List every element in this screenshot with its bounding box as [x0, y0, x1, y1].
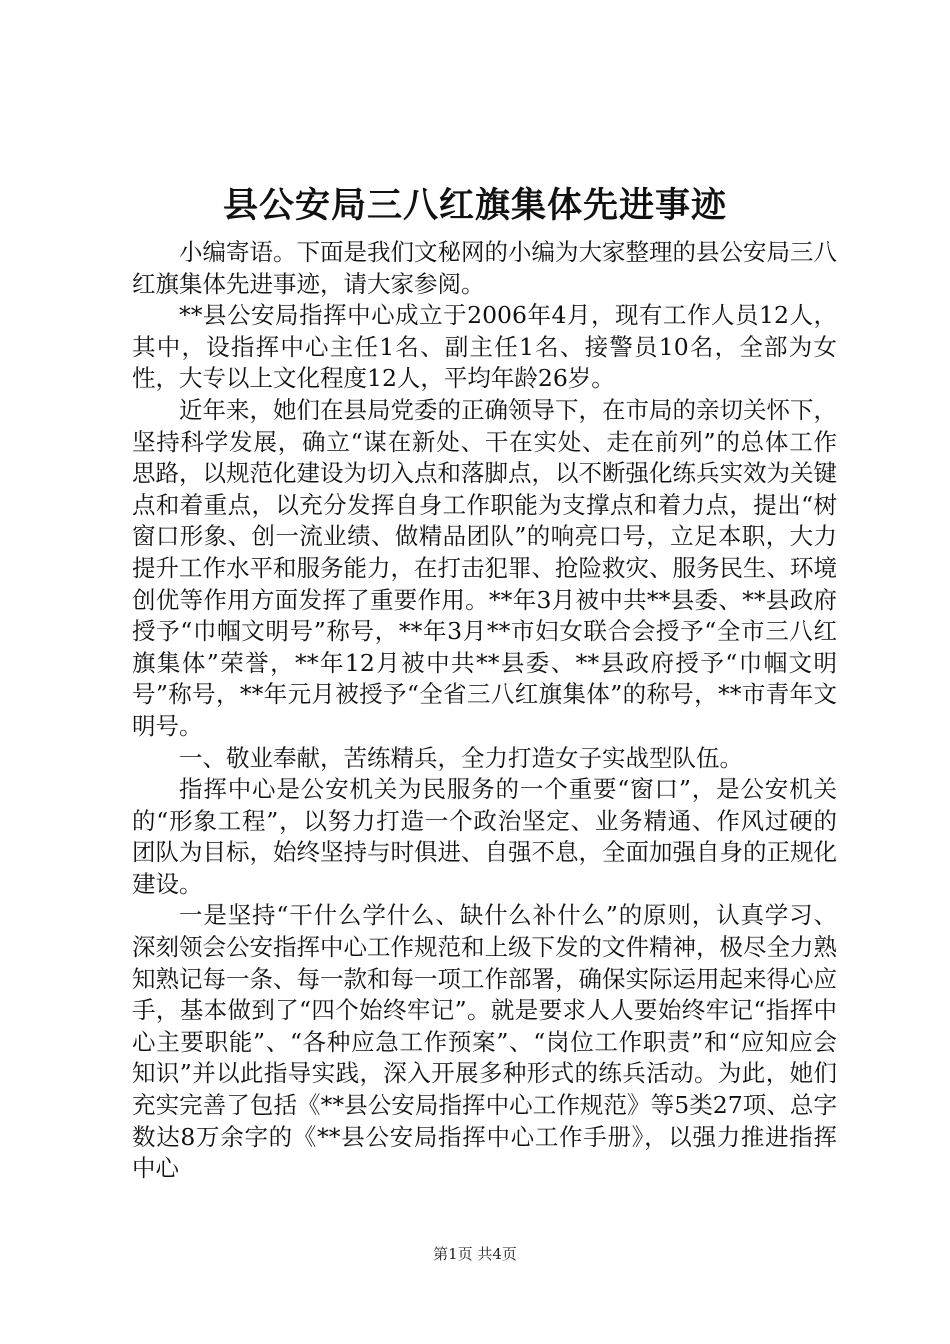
document-title: 县公安局三八红旗集体先进事迹 — [222, 186, 727, 226]
section-heading-1: 一、敬业奉献，苦练精兵，全力打造女子实战型队伍。 — [179, 743, 743, 772]
paragraph-intro: 小编寄语。下面是我们文秘网的小编为大家整理的县公安局三八红旗集体先进事迹，请大家参阅。 — [132, 238, 837, 298]
document-body — [132, 237, 837, 1185]
paragraph-overview: **县公安局指挥中心成立于2006年4月，现有工作人员12人，其中，设指挥中心主任1名、副主任1名、接警员10名，全部为女性，大专以上文化程度12人，平均年龄26岁。 — [132, 301, 837, 393]
page-footer: 第1页 共4页 — [433, 1245, 517, 1263]
paragraph-study: 一是坚持“干什么学什么、缺什么补什么”的原则，认真学习、深刻领会公安指挥中心工作规范和上级下发的文件精神，极尽全力熟知熟记每一条、每一款和每一项工作部署，确保实际运用起来得心应手，基本做到了“四个始终牢记”。就是要求人人要始终牢记“指挥中心主要职能”、“各种应急工作预案”、“岗位工作职责”和“应知应会知识”并以此指导实践，深入开展多种形式的练兵活动。为此，她们充实完善了包括《**县公安局指挥中心工作规范》等5类27项、总字数达8万余字的《**县公安局指挥中心工作手册》，以强力推进指挥中心 — [132, 901, 837, 1183]
paragraph-achievements: 近年来，她们在县局党委的正确领导下，在市局的亲切关怀下，坚持科学发展，确立“谋在新处、干在实处、走在前列”的总体工作思路，以规范化建设为切入点和落脚点，以不断强化练兵实效为关键点和着重点，以充分发挥自身工作职能为支撑点和着力点，提出“树窗口形象、创一流业绩、做精品团队”的响亮口号，立足本职，大力提升工作水平和服务能力，在打击犯罪、抢险救灾、服务民生、环境创优等作用方面发挥了重要作用。**年3月被中共**县委、**县政府授予“巾帼文明号”称号，**年3月**市妇女联合会授予“全市三八红旗集体”荣誉，**年12月被中共**县委、**县政府授予“巾帼文明号”称号，**年元月被授予“全省三八红旗集体”的称号，**市青年文明号。 — [132, 395, 837, 740]
paragraph-window: 指挥中心是公安机关为民服务的一个重要“窗口”，是公安机关的“形象工程”，以努力打造一个政治坚定、业务精通、作风过硬的团队为目标，始终坚持与时俱进、自强不息，全面加强自身的正规化建设。 — [132, 775, 837, 898]
